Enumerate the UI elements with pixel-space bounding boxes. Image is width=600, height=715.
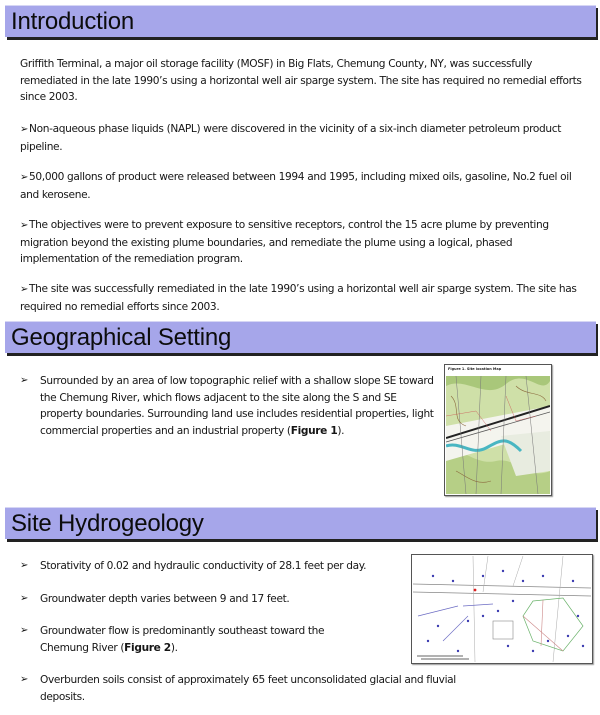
bullet-text: Groundwater flow is predominantly southeast toward the Chemung River (: [40, 625, 325, 654]
arrow-bullet-icon: ➢: [20, 593, 29, 604]
introduction-bullet: [20, 217, 590, 268]
site-plan-image: [413, 556, 591, 662]
arrow-bullet-icon: ➢: [20, 674, 29, 685]
hydrogeology-header: [5, 507, 596, 539]
hydrogeology-bullet: [20, 558, 400, 575]
introduction-paragraph: Griffith Terminal, a major oil storage facility (MOSF) in Big Flats, Chemung County, NY, was successfully remediated in the late 1990’s using a horizontal well air sparge system. The site has required no remedial efforts since 2003.: [20, 58, 582, 104]
geographical-title: Geographical Setting: [11, 324, 232, 351]
figure-1-reference: Figure 1: [290, 424, 338, 437]
bullet-text: The objectives were to prevent exposure to sensitive receptors, control the 15 acre plume by preventing migration beyond the existing plume boundaries, and remediate the plume using a logical, phased implementation of the remediation program.: [20, 219, 549, 266]
bullet-text: Non-aqueous phase liquids (NAPL) were discovered in the vicinity of a six-inch diameter petroleum product pipeline.: [20, 123, 562, 153]
geographical-header: [5, 321, 596, 353]
hydrogeology-bullet: [20, 591, 400, 608]
introduction-header: [5, 5, 596, 37]
figure-1-caption: Figure 1. Site location Map: [448, 367, 502, 371]
bullet-text: Groundwater depth varies between 9 and 17 feet.: [40, 593, 290, 605]
bullet-text: Storativity of 0.02 and hydraulic conductivity of 28.1 feet per day.: [40, 560, 367, 572]
introduction-bullet: [20, 121, 590, 155]
hydrogeology-title: Site Hydrogeology: [11, 510, 204, 537]
arrow-bullet-icon: ➢: [20, 560, 29, 571]
hydrogeology-bullet: [20, 672, 500, 705]
figure-1-site-location-map: [444, 364, 552, 496]
bullet-text: Overburden soils consist of approximately 65 feet unconsolidated glacial and fluvial deposits.: [40, 674, 456, 703]
bullet-text: Surrounded by an area of low topographic relief with a shallow slope SE toward the Chemung River, which flows adjacent to the site along the S and SE property boundaries. Surrounding land use includes residential properties, light commercial properties and an industrial property (: [40, 375, 434, 437]
arrow-bullet-icon: ➢: [20, 172, 29, 183]
arrow-bullet-icon: ➢: [20, 220, 29, 231]
hydrogeology-bullet: ➢ Groundwater flow is predominantly southeast toward the Chemung River (Figure 2).: [20, 625, 325, 654]
introduction-title: Introduction: [11, 8, 135, 35]
geographical-bullet: ➢ Surrounded by an area of low topographic relief with a shallow slope SE toward the Chemung River, which flows adjacent to the site along the S and SE property boundaries. Surrounding land use includes residential properties, light commercial properties and an industrial property (Figure 1).: [20, 375, 434, 437]
bullet-text: The site was successfully remediated in the late 1990’s using a horizontal well air sparge system. The site has required no remedial efforts since 2003.: [20, 283, 577, 313]
arrow-bullet-icon: ➢: [20, 375, 29, 386]
introduction-bullet: [20, 169, 590, 203]
topographic-map-image: [446, 376, 550, 494]
figure-2-groundwater-map: [411, 554, 593, 664]
arrow-bullet-icon: ➢: [20, 625, 29, 636]
arrow-bullet-icon: ➢: [20, 284, 29, 295]
arrow-bullet-icon: ➢: [20, 124, 29, 135]
figure-2-reference: Figure 2: [124, 641, 171, 654]
bullet-text: 50,000 gallons of product were released between 1994 and 1995, including mixed oils, gasoline, No.2 fuel oil and kerosene.: [20, 171, 572, 201]
introduction-bullet: [20, 281, 590, 315]
